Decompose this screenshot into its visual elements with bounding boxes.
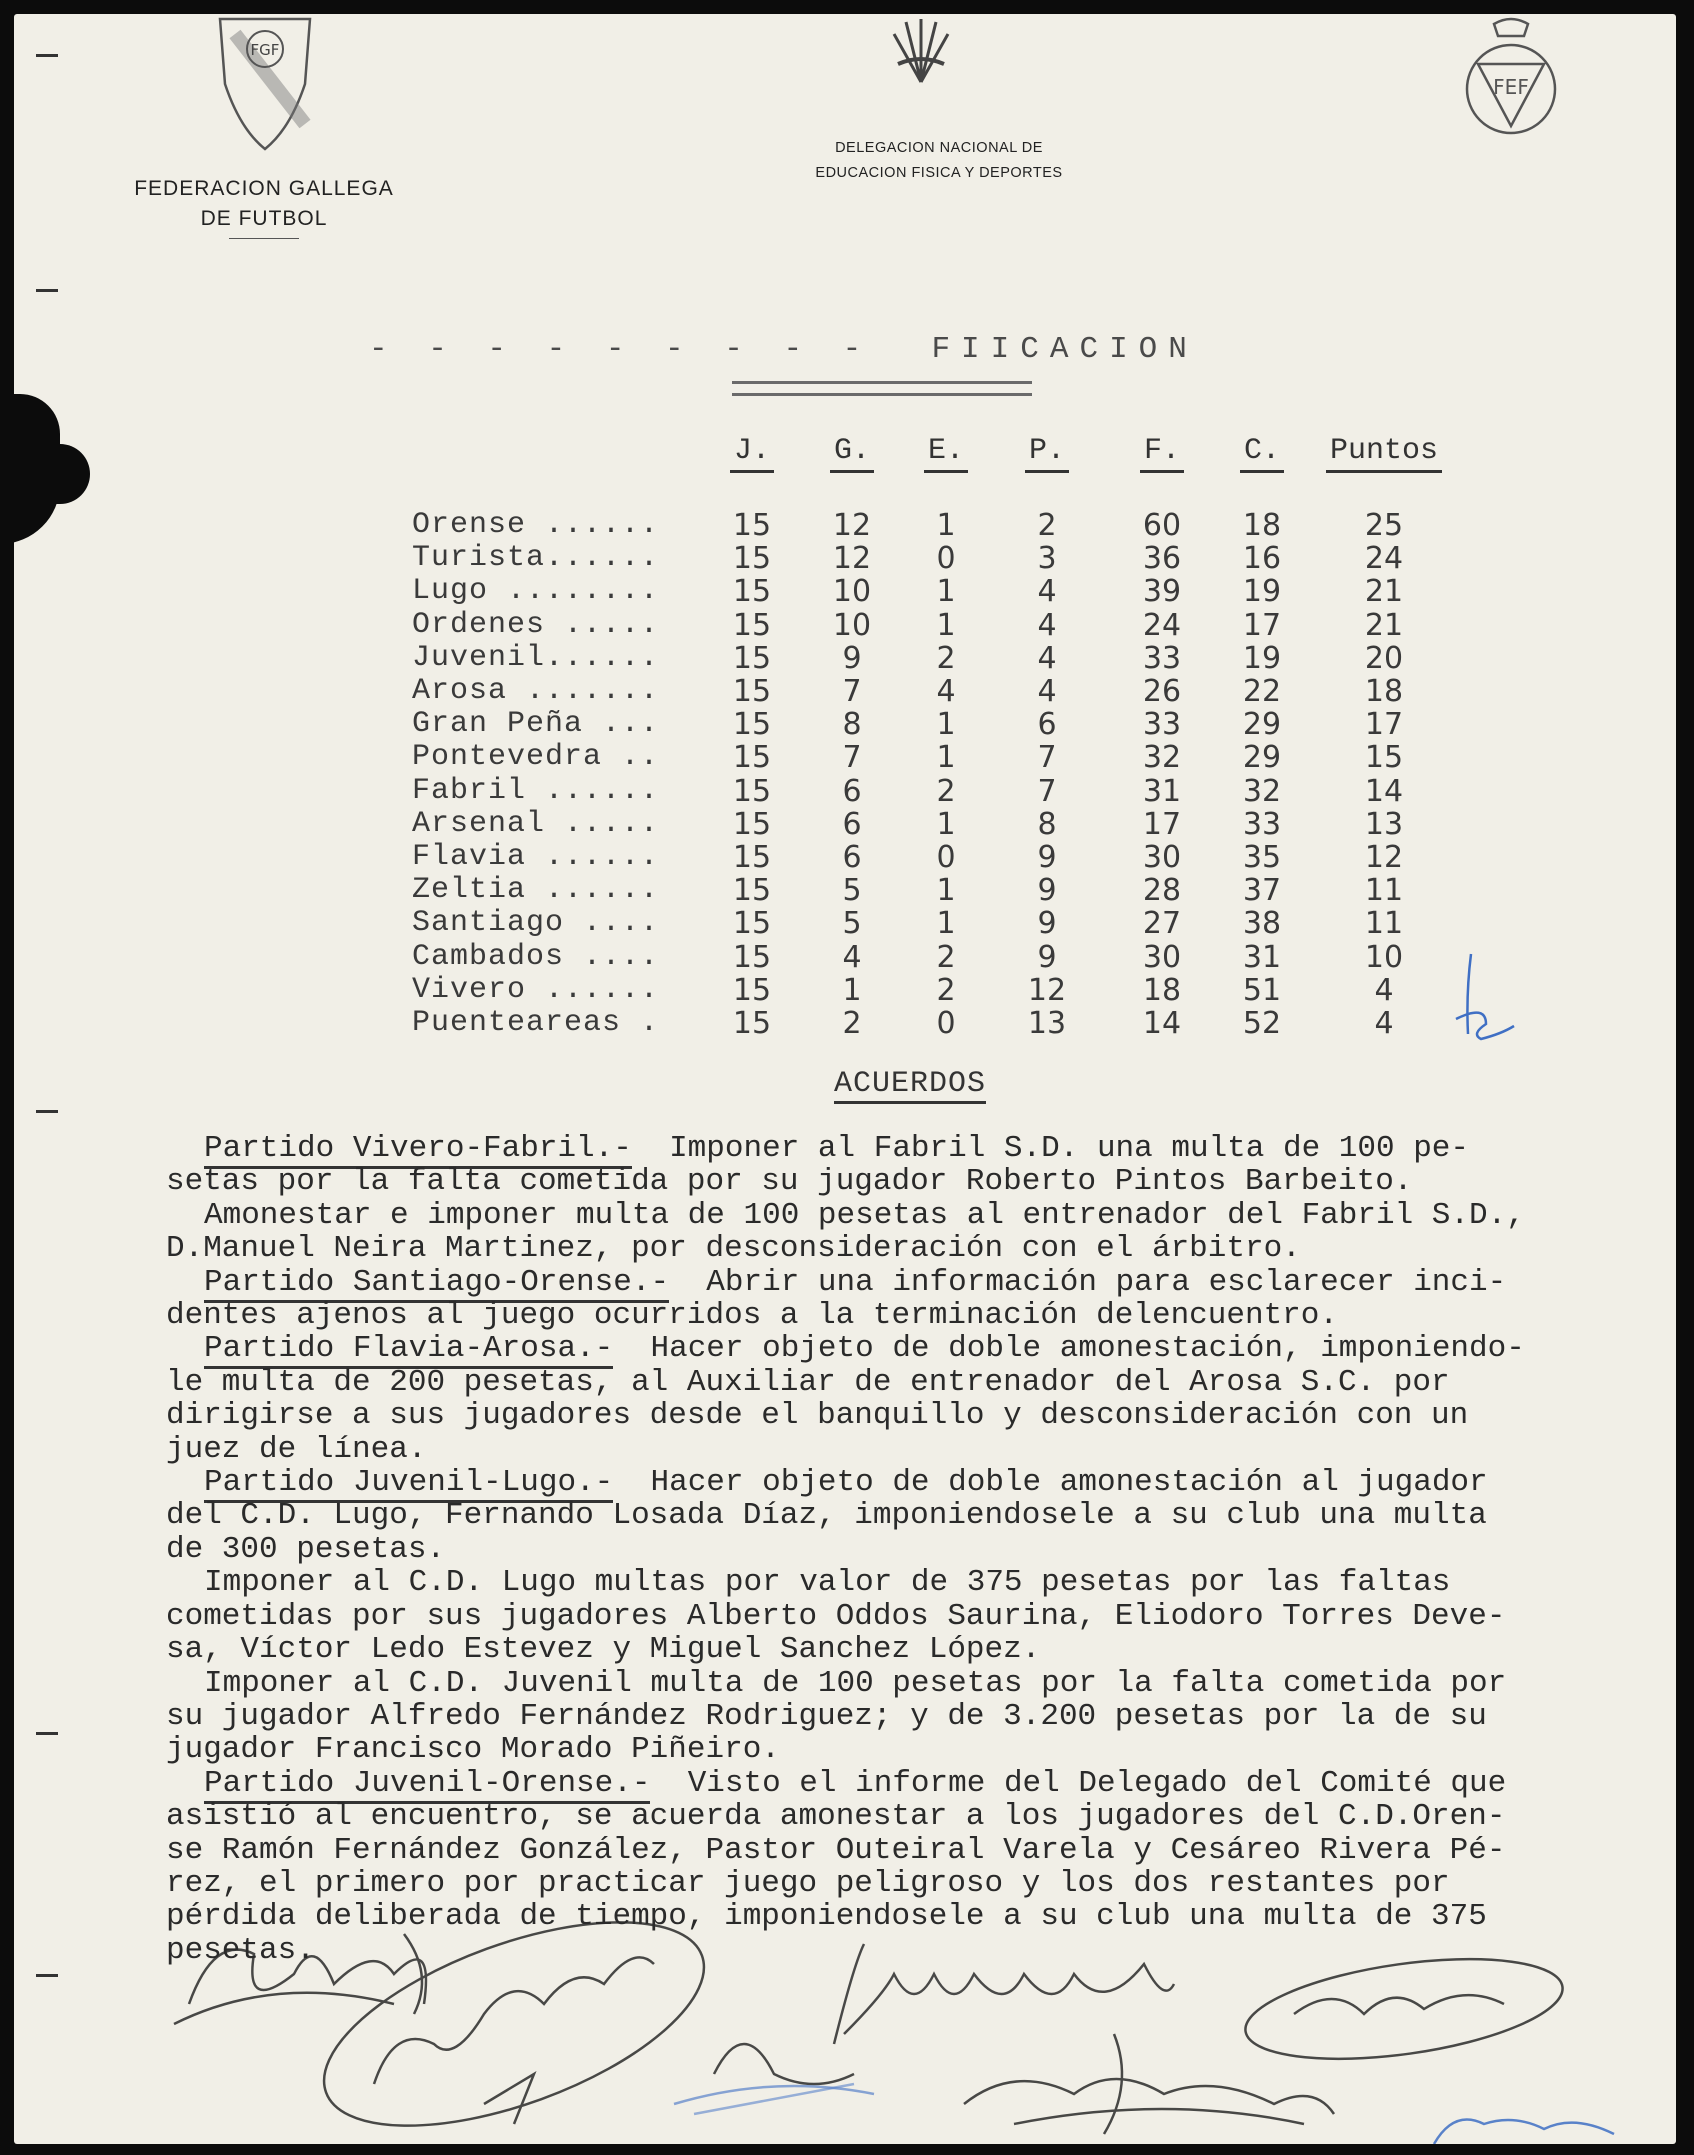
column-header-label: G. [830,434,874,473]
table-cell: 18 [1364,674,1404,709]
column-header [1107,434,1217,468]
table-cell: 4 [1037,674,1057,709]
table-cell: 18 [1142,972,1182,1008]
acuerdo-text: cometidas por sus jugadores Alberto Oddos Saurina, Eliodoro Torres Deve- [166,1598,1506,1634]
table-cell: 12 [832,508,872,543]
column-header [992,434,1102,468]
acuerdo-text: Imponer al C.D. Juvenil multa de 100 pesetas por la falta cometida por [204,1665,1507,1701]
team-name: Fabril ...... [412,773,660,808]
acuerdo-text: su jugador Alfredo Fernández Rodriguez; y de 3.200 pesetas por la de su [166,1698,1487,1734]
table-cell: 4 [1037,574,1057,610]
table-cell: 31 [1242,939,1282,975]
acuerdo-line [166,1165,1656,1198]
table-cell: 1 [936,574,956,610]
table-cell: 33 [1142,640,1182,676]
acuerdo-line [166,1499,1656,1532]
acuerdo-line [166,1533,1656,1566]
document-page [14,14,1676,2144]
acuerdo-line [166,1767,1656,1800]
column-header-label: Puntos [1326,434,1442,473]
table-cell: 25 [1364,508,1404,543]
arrows-emblem [876,14,966,94]
table-row [14,707,1514,743]
table-cell: 33 [1142,707,1182,743]
table-row [14,807,1514,840]
table-cell: 8 [842,707,862,743]
table-cell: 17 [1142,806,1182,842]
acuerdo-text: dentes ajenos al juego ocurridos a la terminación delencuentro. [166,1298,1338,1334]
acuerdo-line [166,1399,1656,1432]
acuerdo-line [166,1266,1656,1299]
team-name: Arosa ....... [412,674,660,708]
table-cell: 9 [842,640,862,676]
team-name: Flavia ...... [412,840,660,874]
table-row [14,608,1514,641]
team-name: Santiago .... [412,906,660,941]
acuerdo-line [166,1232,1656,1265]
table-cell: 35 [1242,840,1282,875]
acuerdo-line [166,1566,1656,1599]
table-row [14,674,1514,707]
table-cell: 21 [1364,607,1404,643]
column-header-label: F. [1140,434,1184,473]
table-cell: 9 [1037,873,1057,909]
match-heading: Partido Juvenil-Lugo.- [204,1465,613,1503]
table-row [14,973,1514,1006]
table-cell: 32 [1242,773,1282,809]
table-cell: 19 [1242,574,1282,610]
acuerdo-line [166,1199,1656,1232]
acuerdo-line [166,1366,1656,1399]
table-cell: 32 [1142,740,1182,776]
match-heading: Partido Juvenil-Orense.- [204,1766,650,1804]
column-header [891,434,1001,468]
acuerdo-line [166,1332,1656,1365]
column-header [697,434,807,468]
table-cell: 0 [936,541,956,577]
match-heading: Partido Vivero-Fabril.- [204,1131,632,1169]
table-cell: 16 [1242,541,1282,577]
table-cell: 2 [936,972,956,1008]
table-cell: 6 [842,773,862,809]
federation-shield-logo [210,14,320,154]
table-cell: 6 [1037,707,1057,743]
table-row [14,873,1514,909]
table-cell: 10 [832,574,872,610]
table-cell: 5 [842,906,862,942]
table-cell: 14 [1364,773,1404,809]
table-cell: 1 [936,873,956,909]
acuerdo-text: se Ramón Fernández González, Pastor Outeiral Varela y Cesáreo Rivera Pé- [166,1832,1506,1868]
table-cell: 3 [1037,541,1057,577]
classification-title: - - - - - - - - - FIICACION [369,332,1198,367]
table-cell: 1 [936,740,956,776]
table-cell: 1 [936,508,956,543]
table-cell: 39 [1142,574,1182,610]
acuerdos-heading: ACUERDOS [834,1067,986,1104]
acuerdo-text: Visto el informe del Delegado del Comité que [650,1765,1507,1801]
acuerdo-text: pesetas. [166,1932,315,1968]
signature-blue [1434,2120,1614,2145]
table-cell: 11 [1364,906,1404,942]
acuerdo-line [166,1900,1656,1933]
acuerdos-body [166,1132,1656,1967]
federation-name-line1: FEDERACION GALLEGA [134,177,394,200]
table-cell: 15 [732,840,772,875]
table-cell: 7 [842,740,862,776]
federation-name-line2: DE FUTBOL [200,207,328,230]
acuerdo-text: del C.D. Lugo, Fernando Losada Díaz, imponiendosele a su club una multa [166,1498,1487,1534]
table-cell: 12 [1027,972,1067,1008]
table-row [14,508,1514,541]
federation-name [104,174,424,239]
table-cell: 15 [1364,740,1404,776]
table-cell: 15 [732,906,772,942]
table-cell: 4 [1037,640,1057,676]
table-cell: 15 [732,541,772,577]
acuerdo-text: Imponer al Fabril S.D. una multa de 100 pe- [631,1131,1470,1166]
table-cell: 9 [1037,906,1057,942]
table-cell: 15 [732,873,772,909]
binder-hole-mark [36,1732,58,1735]
table-cell: 0 [936,840,956,875]
table-row [14,574,1514,610]
table-cell: 60 [1142,508,1182,543]
table-cell: 20 [1364,640,1404,676]
acuerdo-text: Amonestar e imponer multa de 100 pesetas al entrenador del Fabril S.D., [204,1197,1525,1233]
acuerdo-text: de 300 pesetas. [166,1531,446,1567]
table-cell: 52 [1242,1006,1282,1041]
acuerdo-text: D.Manuel Neira Martinez, por desconsideración con el árbitro. [166,1231,1301,1267]
table-cell: 4 [936,674,956,709]
table-cell: 7 [842,674,862,709]
table-cell: 4 [842,939,862,975]
acuerdo-line [166,1867,1656,1900]
column-header-label: E. [924,434,968,473]
acuerdo-text: asistió al encuentro, se acuerda amonestar a los jugadores del C.D.Oren- [166,1799,1506,1835]
table-row [14,840,1514,873]
team-name: Orense ...... [412,508,660,542]
table-cell: 15 [732,607,772,643]
table-cell: 5 [842,873,862,909]
acuerdo-line [166,1633,1656,1666]
table-cell: 0 [936,1006,956,1041]
table-cell: 51 [1242,972,1282,1008]
table-cell: 38 [1242,906,1282,942]
table-cell: 15 [732,806,772,842]
table-cell: 15 [732,939,772,975]
table-cell: 26 [1142,674,1182,709]
table-cell: 9 [1037,840,1057,875]
acuerdo-text: Hacer objeto de doble amonestación, imponiendo- [613,1331,1525,1367]
table-cell: 15 [732,773,772,809]
table-cell: 15 [732,640,772,676]
column-header [1309,434,1459,468]
match-heading: Partido Santiago-Orense.- [204,1265,669,1303]
table-cell: 12 [832,541,872,577]
table-row [14,1006,1514,1039]
table-cell: 4 [1374,972,1394,1008]
table-cell: 10 [832,607,872,643]
acuerdo-line [166,1800,1656,1833]
table-cell: 27 [1142,906,1182,942]
table-cell: 13 [1364,806,1404,842]
table-row [14,541,1514,577]
table-cell: 2 [936,939,956,975]
table-cell: 4 [1374,1006,1394,1041]
table-cell: 19 [1242,640,1282,676]
table-cell: 17 [1242,607,1282,643]
table-row [14,774,1514,807]
delegation-name [754,136,1124,186]
delegation-crest-text: FEF [1493,75,1529,99]
table-cell: 22 [1242,674,1282,709]
table-cell: 1 [936,806,956,842]
table-cell: 7 [1037,773,1057,809]
table-cell: 15 [732,1006,772,1041]
table-cell: 6 [842,806,862,842]
table-cell: 21 [1364,574,1404,610]
acuerdo-line [166,1733,1656,1766]
acuerdo-line [166,1934,1656,1967]
table-cell: 36 [1142,541,1182,577]
table-cell: 1 [936,906,956,942]
table-cell: 9 [1037,939,1057,975]
acuerdo-line [166,1700,1656,1733]
column-header [1207,434,1317,468]
column-header-label: P. [1025,434,1069,473]
table-cell: 15 [732,574,772,610]
table-cell: 2 [936,773,956,809]
table-cell: 2 [842,1006,862,1041]
binder-hole-mark [36,289,58,292]
table-cell: 28 [1142,873,1182,909]
federation-crest-text: FGF [250,41,280,59]
acuerdo-line [166,1834,1656,1867]
table-cell: 24 [1364,541,1404,577]
delegation-name-line1: DELEGACION NACIONAL DE [835,140,1043,156]
table-row [14,906,1514,942]
team-name: Gran Peña ... [412,707,660,742]
team-name: Turista...... [412,541,660,576]
acuerdo-line [166,1466,1656,1499]
binder-hole-mark [36,1974,58,1977]
binder-hole-mark [36,1110,58,1113]
table-cell: 2 [1037,508,1057,543]
table-cell: 12 [1364,840,1404,875]
table-cell: 14 [1142,1006,1182,1041]
table-cell: 15 [732,740,772,776]
table-cell: 15 [732,707,772,743]
acuerdo-text: dirigirse a sus jugadores desde el banquillo y desconsideración con un [166,1398,1469,1434]
table-cell: 33 [1242,806,1282,842]
delegation-name-line2: EDUCACION FISICA Y DEPORTES [815,165,1063,181]
table-cell: 1 [936,607,956,643]
table-cell: 1 [936,707,956,743]
table-row [14,740,1514,776]
acuerdo-line [166,1132,1656,1165]
signature-center [674,1944,1174,2114]
table-cell: 15 [732,508,772,543]
table-row [14,940,1514,973]
acuerdo-text: juez de línea. [166,1431,427,1467]
title-double-underline [732,381,1032,396]
table-cell: 29 [1242,740,1282,776]
team-name: Arsenal ..... [412,806,660,841]
spanish-federation-crest [1456,14,1566,144]
torn-edge [14,444,90,504]
team-name: Juvenil...... [412,640,660,675]
team-name: Puenteareas . [412,1006,660,1040]
table-cell: 10 [1364,939,1404,975]
acuerdo-line [166,1299,1656,1332]
acuerdo-text: pérdida deliberada de tiempo, imponiendosele a su club una multa de 375 [166,1899,1487,1935]
signature-right-lower [964,2034,1334,2134]
team-name: Pontevedra .. [412,740,660,775]
team-name: Lugo ........ [412,574,660,609]
acuerdo-text: rez, el primero por practicar juego peligroso y los dos restantes por [166,1865,1450,1901]
table-cell: 24 [1142,607,1182,643]
binder-hole-mark [36,54,58,57]
table-row [14,641,1514,674]
table-cell: 4 [1037,607,1057,643]
team-name: Ordenes ..... [412,607,660,642]
acuerdo-text: Abrir una información para esclarecer inci- [669,1264,1507,1300]
table-cell: 1 [842,972,862,1008]
table-cell: 2 [936,640,956,676]
table-cell: 6 [842,840,862,875]
divider [229,238,299,239]
table-cell: 13 [1027,1006,1067,1041]
table-cell: 15 [732,972,772,1008]
acuerdo-line [166,1433,1656,1466]
table-cell: 8 [1037,806,1057,842]
table-cell: 11 [1364,873,1404,909]
acuerdo-text: setas por la falta cometida por su jugador Roberto Pintos Barbeito. [166,1164,1413,1200]
acuerdo-text: jugador Francisco Morado Piñeiro. [166,1732,780,1768]
acuerdo-text: sa, Víctor Ledo Estevez y Miguel Sanchez López. [166,1632,1041,1668]
table-cell: 17 [1364,707,1404,743]
handwritten-blue-mark [1426,934,1536,1054]
match-heading: Partido Flavia-Arosa.- [204,1331,613,1369]
table-cell: 31 [1142,773,1182,809]
table-cell: 15 [732,674,772,709]
team-name: Zeltia ...... [412,873,660,908]
table-cell: 18 [1242,508,1282,543]
table-cell: 29 [1242,707,1282,743]
acuerdo-line [166,1667,1656,1700]
team-name: Cambados .... [412,939,660,974]
acuerdo-text: Hacer objeto de doble amonestación al jugador [613,1465,1488,1501]
column-header-label: J. [730,434,774,473]
table-cell: 30 [1142,840,1182,875]
acuerdo-line [166,1600,1656,1633]
acuerdo-text: le multa de 200 pesetas, al Auxiliar de entrenador del Arosa S.C. por [166,1364,1450,1400]
acuerdo-text: Imponer al C.D. Lugo multas por valor de 375 pesetas por las faltas [204,1565,1451,1601]
table-cell: 37 [1242,873,1282,909]
table-cell: 30 [1142,939,1182,975]
table-cell: 7 [1037,740,1057,776]
team-name: Vivero ...... [412,972,660,1007]
column-header-label: C. [1240,434,1284,473]
